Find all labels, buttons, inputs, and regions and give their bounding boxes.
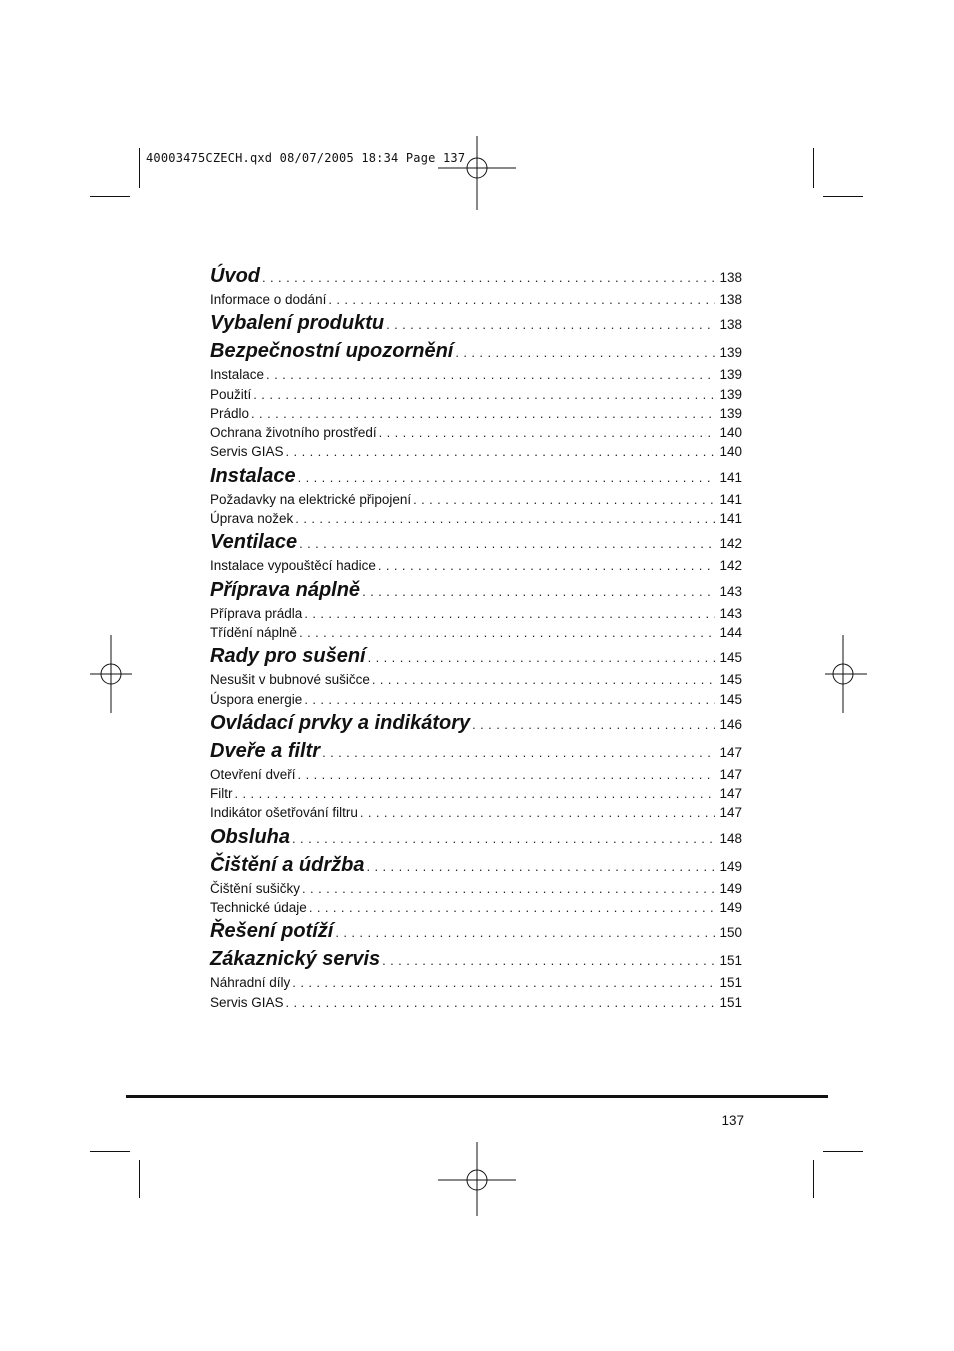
- toc-leader: [377, 423, 716, 442]
- toc-page: 140: [719, 425, 742, 441]
- toc-subitem: [210, 898, 742, 917]
- crop-mark: [139, 148, 140, 188]
- toc-subitem: [210, 509, 742, 528]
- toc-heading: [210, 642, 742, 670]
- toc-label: Instalace: [210, 367, 265, 383]
- toc-label: Zákaznický servis: [210, 948, 381, 971]
- toc-label: Dveře a filtr: [210, 739, 321, 762]
- toc-subitem: [210, 690, 742, 709]
- toc-leader: [411, 490, 715, 509]
- toc-heading: [210, 528, 742, 556]
- toc-heading: [210, 823, 742, 851]
- crop-mark: [823, 196, 863, 197]
- toc-heading: [210, 917, 742, 945]
- toc-heading: [210, 309, 742, 337]
- toc-label: Rady pro sušení: [210, 645, 366, 668]
- toc-leader: [380, 947, 715, 975]
- toc-label: Vybalení produktu: [210, 312, 385, 335]
- toc-subitem: [210, 290, 742, 309]
- toc-page: 150: [719, 925, 742, 941]
- toc-leader: [376, 556, 716, 575]
- toc-page: 138: [719, 270, 742, 285]
- toc-label: Filtr: [210, 786, 233, 802]
- toc-leader: [290, 825, 715, 853]
- toc-label: Instalace: [210, 464, 296, 487]
- toc-page: 138: [719, 317, 742, 333]
- toc-heading: [210, 737, 742, 765]
- toc-label: Náhradní díly: [210, 975, 291, 991]
- toc-label: Řešení potíží: [210, 920, 334, 943]
- toc-page: 144: [719, 624, 742, 640]
- toc-label: Úvod: [210, 265, 260, 287]
- crop-mark: [139, 1160, 140, 1198]
- toc-leader: [320, 739, 715, 767]
- toc-page: 143: [719, 605, 742, 621]
- toc-page: 140: [719, 444, 742, 460]
- toc-leader: [302, 604, 715, 623]
- toc-label: Čištění a údržba: [210, 853, 365, 876]
- toc-page: 147: [719, 786, 742, 802]
- toc-heading: [210, 262, 742, 290]
- toc-leader: [360, 578, 715, 606]
- toc-page: 147: [719, 766, 742, 782]
- toc-label: Příprava prádla: [210, 605, 303, 621]
- toc-heading: [210, 576, 742, 604]
- crop-mark: [813, 1160, 814, 1198]
- toc-leader: [366, 644, 716, 672]
- toc-leader: [264, 365, 715, 384]
- toc-page: 141: [719, 469, 742, 485]
- toc-subitem: [210, 604, 742, 623]
- toc-leader: [364, 853, 715, 881]
- toc-leader: [326, 290, 715, 309]
- toc-page: 147: [719, 805, 742, 821]
- toc-label: Požadavky na elektrické připojení: [210, 491, 412, 507]
- toc-leader: [297, 530, 715, 558]
- toc-leader: [302, 690, 715, 709]
- toc-leader: [284, 442, 716, 461]
- toc-page: 143: [719, 583, 742, 599]
- toc-label: Příprava náplně: [210, 578, 361, 601]
- toc-subitem: [210, 670, 742, 689]
- toc-label: Servis GIAS: [210, 444, 284, 460]
- toc-page: 142: [719, 536, 742, 552]
- toc-label: Informace o dodání: [210, 292, 327, 307]
- toc-page: 146: [719, 716, 742, 732]
- toc-subitem: [210, 404, 742, 423]
- toc-leader: [307, 898, 716, 917]
- print-slug: 40003475CZECH.qxd 08/07/2005 18:34 Page 137: [146, 151, 466, 165]
- toc-subitem: [210, 803, 742, 822]
- toc-leader: [233, 784, 716, 803]
- toc-subitem: [210, 623, 742, 642]
- crop-mark: [813, 148, 814, 188]
- toc-heading: [210, 851, 742, 879]
- toc-leader: [370, 670, 716, 689]
- toc-subitem: [210, 442, 742, 461]
- registration-mark-icon: [438, 1142, 516, 1220]
- toc-label: Úprava nožek: [210, 511, 294, 527]
- toc-leader: [260, 264, 715, 292]
- toc-label: Technické údaje: [210, 900, 307, 916]
- crop-mark: [90, 1151, 130, 1152]
- toc-label: Ochrana životního prostředí: [210, 425, 377, 441]
- toc-page: 145: [719, 691, 742, 707]
- toc-leader: [453, 339, 715, 367]
- toc-label: Třídění náplně: [210, 624, 298, 640]
- toc-subitem: [210, 365, 742, 384]
- toc-leader: [470, 711, 715, 739]
- toc-label: Ventilace: [210, 531, 298, 554]
- toc-page: 138: [719, 292, 742, 307]
- toc-leader: [384, 311, 715, 339]
- toc-leader: [296, 765, 716, 784]
- toc-leader: [296, 464, 716, 492]
- toc-page: 149: [719, 900, 742, 916]
- toc-heading: [210, 462, 742, 490]
- crop-mark: [823, 1151, 863, 1152]
- toc-label: Servis GIAS: [210, 994, 284, 1010]
- footer-rule: [126, 1095, 828, 1098]
- toc-leader: [249, 404, 715, 423]
- toc-page: 139: [719, 405, 742, 421]
- toc-subitem: [210, 490, 742, 509]
- table-of-contents: [210, 262, 742, 1012]
- toc-page: 141: [719, 511, 742, 527]
- toc-page: 148: [719, 830, 742, 846]
- toc-subitem: [210, 385, 742, 404]
- toc-page: 145: [719, 672, 742, 688]
- registration-mark-icon: [803, 635, 881, 713]
- registration-mark-icon: [76, 635, 154, 713]
- toc-label: Indikátor ošetřování filtru: [210, 805, 358, 821]
- toc-page: 151: [719, 994, 742, 1010]
- toc-leader: [284, 993, 716, 1012]
- toc-page: 142: [719, 558, 742, 574]
- toc-subitem: [210, 765, 742, 784]
- toc-label: Úspora energie: [210, 691, 303, 707]
- toc-leader: [297, 623, 715, 642]
- page-number: 137: [721, 1113, 744, 1128]
- crop-mark: [90, 196, 130, 197]
- toc-label: Instalace vypouštěcí hadice: [210, 558, 376, 574]
- toc-page: 151: [719, 953, 742, 969]
- toc-label: Obsluha: [210, 825, 291, 848]
- toc-leader: [333, 919, 715, 947]
- toc-page: 149: [719, 858, 742, 874]
- toc-page: 139: [719, 386, 742, 402]
- toc-subitem: [210, 423, 742, 442]
- toc-page: 151: [719, 975, 742, 991]
- toc-leader: [251, 385, 715, 404]
- toc-leader: [300, 879, 715, 898]
- toc-label: Bezpečnostní upozornění: [210, 340, 454, 363]
- toc-page: 139: [719, 367, 742, 383]
- toc-page: 145: [719, 650, 742, 666]
- toc-subitem: [210, 879, 742, 898]
- toc-label: Prádlo: [210, 405, 250, 421]
- toc-leader: [358, 803, 716, 822]
- toc-label: Otevření dveří: [210, 766, 296, 782]
- toc-page: 147: [719, 744, 742, 760]
- toc-page: 139: [719, 345, 742, 361]
- toc-subitem: [210, 556, 742, 575]
- toc-leader: [293, 509, 715, 528]
- toc-subitem: [210, 993, 742, 1012]
- toc-label: Nesušit v bubnové sušičce: [210, 672, 370, 688]
- registration-mark-icon: [438, 132, 516, 210]
- toc-heading: [210, 709, 742, 737]
- toc-page: 141: [719, 491, 742, 507]
- toc-page: 149: [719, 880, 742, 896]
- toc-heading: [210, 945, 742, 973]
- toc-label: Použití: [210, 386, 252, 402]
- toc-label: Čištění sušičky: [210, 880, 301, 896]
- toc-heading: [210, 337, 742, 365]
- toc-subitem: [210, 973, 742, 992]
- toc-leader: [290, 973, 715, 992]
- toc-subitem: [210, 784, 742, 803]
- toc-label: Ovládací prvky a indikátory: [210, 711, 471, 734]
